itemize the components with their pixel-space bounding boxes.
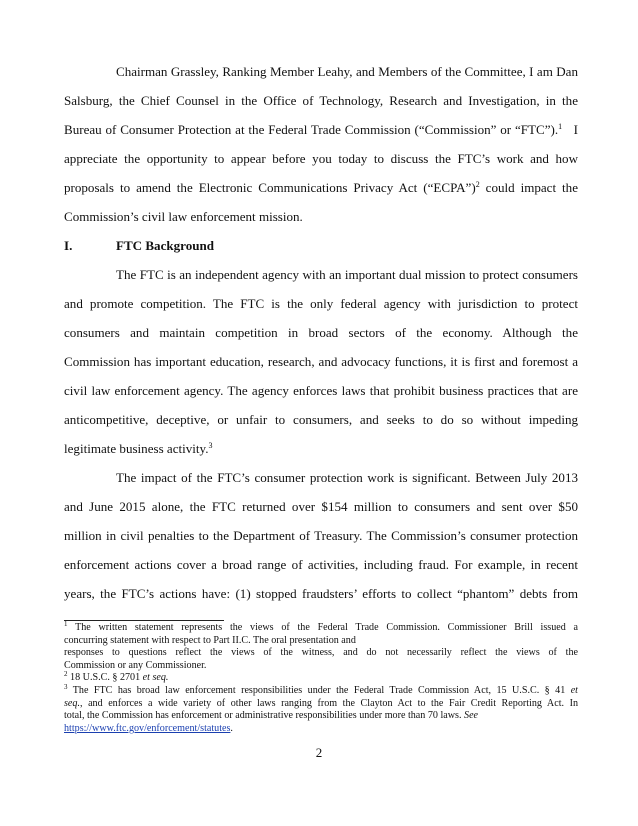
paragraph-line: anticompetitive, deceptive, or unfair to consumers, and seeks to do so without impeding [64,412,578,427]
footnote-3-line: seq., and enforces a wide variety of other laws ranging from the Clayton Act to the Fair Credit Reporting Act. In [64,697,578,709]
paragraph-line: Commission has important education, research, and advocacy functions, it is first and foremost a [64,354,578,369]
footnote-ref-1: 1 [558,122,563,131]
paragraph-line: consumers and maintain competition in broad sectors of the economy. Although the [64,325,578,340]
paragraph-line: years, the FTC’s actions have: (1) stopped fraudsters’ efforts to collect “phantom” debts from [64,586,578,601]
footnote-2: $^2$ 18 U.S.C. § 2701 et seq. [64,670,169,684]
footnotes [64,622,578,735]
paragraph-line: and June 2015 alone, the FTC returned over $154 million to consumers and sent over $50 [64,499,578,514]
section-heading [64,236,578,265]
body-text [64,62,578,613]
section-number: I. [64,238,73,253]
footnote-divider [64,620,224,621]
footnote-3: $^3$ The FTC has broad law enforcement responsibilities under the Federal Trade Commission Act, 15 U.S.C. § 41 et [64,682,578,696]
paragraph-line: The impact of the FTC’s consumer protection work is significant. Between July 2013 [116,470,578,485]
footnote-1-line: concurring statement with respect to Part II.C. The oral presentation and [64,634,356,646]
footnote-3-line: total, the Commission has enforcement or administrative responsibilities under more than 70 laws. See [64,710,479,722]
page-number: 2 [315,745,323,760]
footnote-1-line: responses to questions reflect the views of the witness, and do not necessarily reflect the views of the [64,647,578,659]
paragraph-line: proposals to amend the Electronic Communications Privacy Act (“ECPA”)$^2$ could impact the [64,180,578,195]
footnote-3-line: https://www.ftc.gov/enforcement/statutes. [64,722,233,734]
paragraph-line: civil law enforcement agency. The agency enforces laws that prohibit business practices that are [64,383,578,398]
paragraph-line: Chairman Grassley, Ranking Member Leahy, and Members of the Committee, I am Dan [116,64,578,79]
footnote-1: $^1$ The written statement represents the views of the Federal Trade Commission. Commissioner Brill issued a [64,620,579,633]
paragraph-line: Salsburg, the Chief Counsel in the Office of Technology, Research and Investigation, in the [64,93,578,108]
footnote-1-line: Commission or any Commissioner. [64,659,207,671]
paragraph-line: legitimate business activity.$^3$ [64,441,213,456]
statutes-link[interactable]: https://www.ftc.gov/enforcement/statutes [64,722,231,734]
paragraph-line: enforcement actions cover a broad range of activities, including fraud. For example, in recent [64,557,578,572]
paragraph-line: and promote competition. The FTC is the only federal agency with jurisdiction to protect [64,296,578,311]
footnote-ref-3: 3 [208,441,213,450]
paragraph-line: million in civil penalties to the Department of Treasury. The Commission’s consumer protection [64,528,578,543]
paragraph-line: appreciate the opportunity to appear before you today to discuss the FTC’s work and how [64,151,578,166]
footnote-ref-2: 2 [475,180,480,189]
paragraph-line: Bureau of Consumer Protection at the Federal Trade Commission (“Commission” or “FTC”).$^1$ I [64,122,578,137]
paragraph-line: Commission’s civil law enforcement mission. [64,209,303,224]
paragraph-line: The FTC is an independent agency with an important dual mission to protect consumers [116,267,578,282]
section-title: FTC Background [116,238,214,253]
